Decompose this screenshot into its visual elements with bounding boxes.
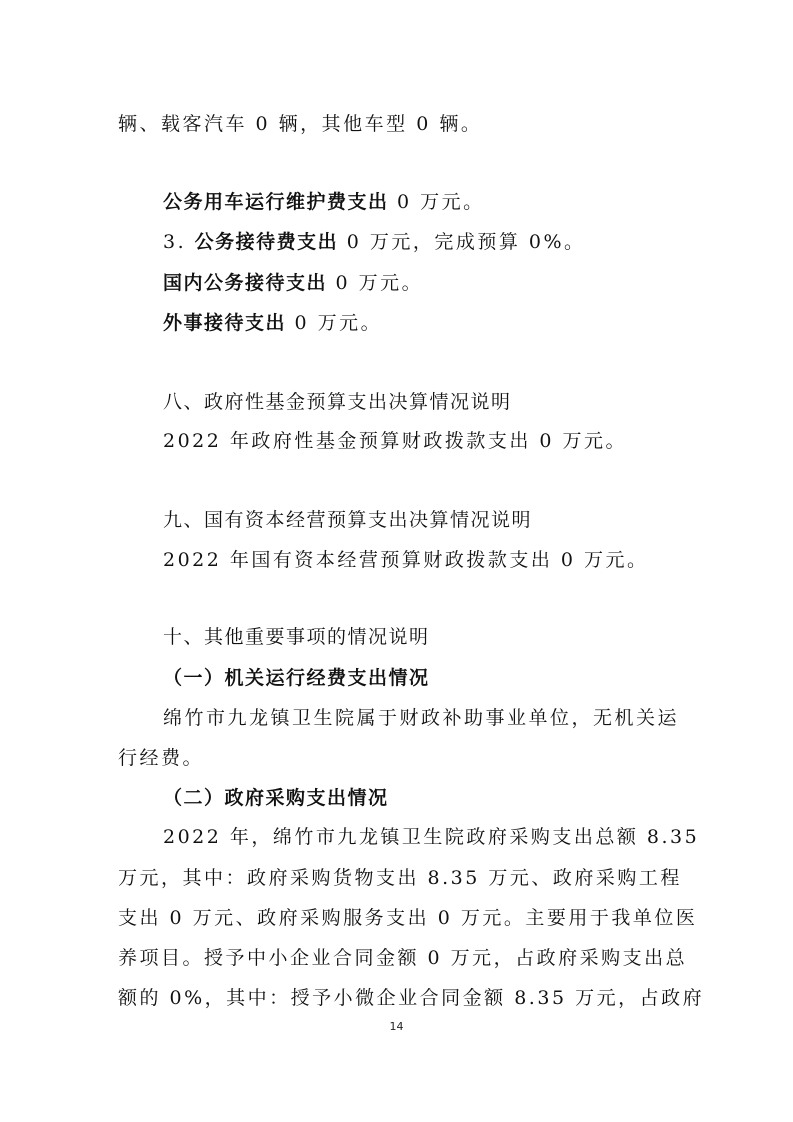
- domestic-reception-line: [163, 270, 423, 296]
- subsection-2-text-line-1: 2022 年，绵竹市九龙镇卫生院政府采购支出总额 8.35: [163, 826, 700, 848]
- paragraph-vehicles-line: [118, 111, 482, 137]
- subsection-1-text-line-1: 绵竹市九龙镇卫生院属于财政补助事业单位，无机关运: [163, 707, 680, 729]
- section-9-text: 2022 年国有资本经营预算财政拨款支出 0 万元。: [163, 549, 649, 571]
- subsection-2-text-line-2: 万元，其中：政府采购货物支出 8.35 万元、政府采购工程: [118, 867, 682, 889]
- foreign-reception-line: [163, 310, 382, 336]
- foreign-reception-label: 外事接待支出: [163, 312, 287, 334]
- reception-expense-value: 0 万元，完成预算 0%。: [338, 231, 586, 253]
- reception-item-number: 3.: [163, 231, 195, 253]
- subsection-2-text-line-3: 支出 0 万元、政府采购服务支出 0 万元。主要用于我单位医: [118, 907, 698, 929]
- section-8-heading: 八、政府性基金预算支出决算情况说明: [163, 391, 512, 413]
- subsection-2-heading: （二）政府采购支出情况: [163, 787, 389, 809]
- subsection-2-text-line-5: 额的 0%，其中：授予小微企业合同金额 8.35 万元，占政府: [118, 987, 705, 1009]
- foreign-reception-value: 0 万元。: [286, 312, 383, 334]
- vehicles-text: 辆、载客汽车 0 辆，其他车型 0 辆。: [118, 113, 483, 135]
- reception-expense-label: 公务接待费支出: [194, 231, 339, 253]
- reception-expense-line: [163, 229, 586, 255]
- vehicle-maintenance-value: 0 万元。: [388, 191, 485, 213]
- subsection-1-text-line-2: 行经费。: [118, 747, 205, 769]
- domestic-reception-label: 国内公务接待支出: [163, 272, 328, 294]
- section-10-heading: 十、其他重要事项的情况说明: [163, 626, 430, 648]
- section-9-heading: 九、国有资本经营预算支出决算情况说明: [163, 509, 533, 531]
- subsection-2-text-line-4: 养项目。授予中小企业合同金额 0 万元，占政府采购支出总: [118, 947, 688, 969]
- subsection-1-heading: （一）机关运行经费支出情况: [163, 667, 430, 689]
- domestic-reception-value: 0 万元。: [327, 272, 424, 294]
- vehicle-maintenance-line: [163, 189, 485, 215]
- page-number: 14: [389, 1020, 404, 1033]
- vehicle-maintenance-label: 公务用车运行维护费支出: [163, 191, 389, 213]
- section-8-text: 2022 年政府性基金预算财政拨款支出 0 万元。: [163, 430, 628, 452]
